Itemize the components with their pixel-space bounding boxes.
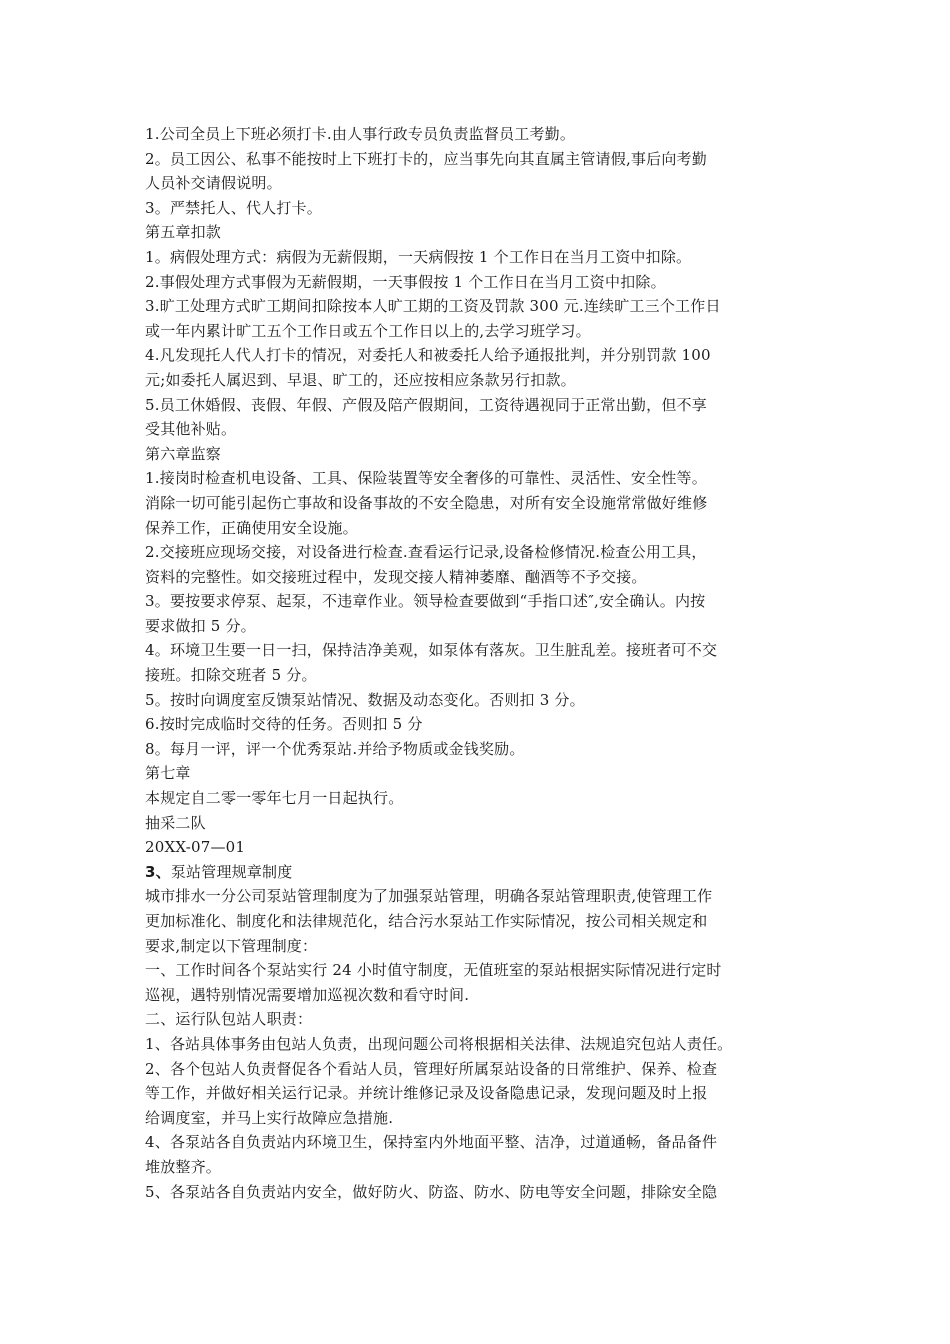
text-line: 资料的完整性。如交接班过程中，发现交接人精神萎靡、酗酒等不予交接。	[145, 567, 647, 586]
chapter-heading: 第七章	[145, 764, 191, 783]
text-line: 巡视，遇特别情况需要增加巡视次数和看守时间.	[145, 985, 470, 1004]
text-line: 或一年内累计旷工五个工作日或五个工作日以上的,去学习班学习。	[145, 321, 591, 340]
text-line: 2、各个包站人负责督促各个看站人员，管理好所属泵站设备的日常维护、保养、检查	[145, 1059, 718, 1078]
text-line: 一、工作时间各个泵站实行 24 小时值守制度，无值班室的泵站根据实际情况进行定时	[145, 961, 722, 980]
text-line: 城市排水一分公司泵站管理制度为了加强泵站管理，明确各泵站管理职责,使管理工作	[145, 887, 713, 906]
document-body	[145, 122, 813, 1204]
text-line: 3。严禁托人、代人打卡。	[145, 198, 322, 217]
text-line: 等工作，并做好相关运行记录。并统计维修记录及设备隐患记录，发现问题及时上报	[145, 1084, 708, 1103]
text-line: 要求,制定以下管理制度：	[145, 936, 318, 955]
chapter-heading: 第五章扣款	[145, 223, 222, 242]
text-line: 接班。扣除交班者 5 分。	[145, 666, 317, 685]
text-line: 要求做扣 5 分。	[145, 616, 256, 635]
text-line: 3.旷工处理方式旷工期间扣除按本人旷工期的工资及罚款 300 元.连续旷工三个工作日	[145, 297, 721, 316]
chapter-heading: 第六章监察	[145, 444, 222, 463]
text-line: 5、各泵站各自负责站内安全，做好防火、防盗、防水、防电等安全问题，排除安全隐	[145, 1182, 718, 1201]
text-line: 1、各站具体事务由包站人负责，出现问题公司将根据相关法律、法规追究包站人责任。	[145, 1034, 733, 1053]
text-line: 1.接岗时检查机电设备、工具、保险装置等安全奢侈的可靠性、灵活性、安全性等。	[145, 469, 707, 488]
text-line: 4.凡发现托人代人打卡的情况，对委托人和被委托人给予通报批判，并分别罚款 100	[145, 346, 711, 365]
text-line: 5。按时向调度室反馈泵站情况、数据及动态变化。否则扣 3 分。	[145, 690, 585, 709]
signature-org: 抽采二队	[145, 813, 206, 832]
text-line: 2。员工因公、私事不能按时上下班打卡的，应当事先向其直属主管请假,事后向考勤	[145, 149, 707, 168]
text-line: 给调度室，并马上实行故障应急措施.	[145, 1108, 394, 1127]
section-number: 3、	[145, 862, 171, 881]
text-line: 人员补交请假说明。	[145, 174, 282, 193]
signature-date: 20XX-07—01	[145, 838, 246, 857]
section-title: 泵站管理规章制度	[170, 862, 293, 881]
text-line: 更加标准化、制度化和法律规范化，结合污水泵站工作实际情况，按公司相关规定和	[145, 912, 708, 930]
text-line: 二、运行队包站人职责：	[145, 1010, 313, 1029]
text-line: 2.事假处理方式事假为无薪假期，一天事假按 1 个工作日在当月工资中扣除。	[145, 272, 666, 291]
text-line: 堆放整齐。	[145, 1157, 222, 1176]
text-line: 消除一切可能引起伤亡事故和设备事故的不安全隐患，对所有安全设施常常做好维修	[145, 493, 708, 512]
text-line: 3。要按要求停泵、起泵，不违章作业。领导检查要做到“手指口述″,安全确认。内按	[145, 592, 706, 611]
text-line: 4。环境卫生要一日一扫，保持洁净美观，如泵体有落灰。卫生脏乱差。接班者可不交	[145, 641, 718, 660]
text-line: 1.公司全员上下班必须打卡.由人事行政专员负责监督员工考勤。	[145, 125, 576, 143]
text-line: 保养工作，正确使用安全设施。	[145, 518, 358, 537]
section-heading	[145, 860, 813, 885]
text-line: 2.交接班应现场交接，对设备进行检查.查看运行记录,设备检修情况.检查公用工具，	[145, 543, 707, 562]
text-line: 本规定自二零一零年七月一日起执行。	[145, 789, 404, 808]
text-line: 受其他补贴。	[145, 420, 237, 439]
text-line: 8。每月一评，评一个优秀泵站.并给予物质或金钱奖励。	[145, 739, 525, 758]
text-line: 元;如委托人属迟到、早退、旷工的，还应按相应条款另行扣款。	[145, 370, 576, 389]
text-line: 4、各泵站各自负责站内环境卫生，保持室内外地面平整、洁净，过道通畅，备品备件	[145, 1133, 718, 1152]
text-line: 6.按时完成临时交待的任务。否则扣 5 分	[145, 715, 423, 734]
text-line: 5.员工休婚假、丧假、年假、产假及陪产假期间，工资待遇视同于正常出勤，但不享	[145, 395, 707, 414]
text-line: 1。病假处理方式：病假为无薪假期，一天病假按 1 个工作日在当月工资中扣除。	[145, 247, 692, 266]
